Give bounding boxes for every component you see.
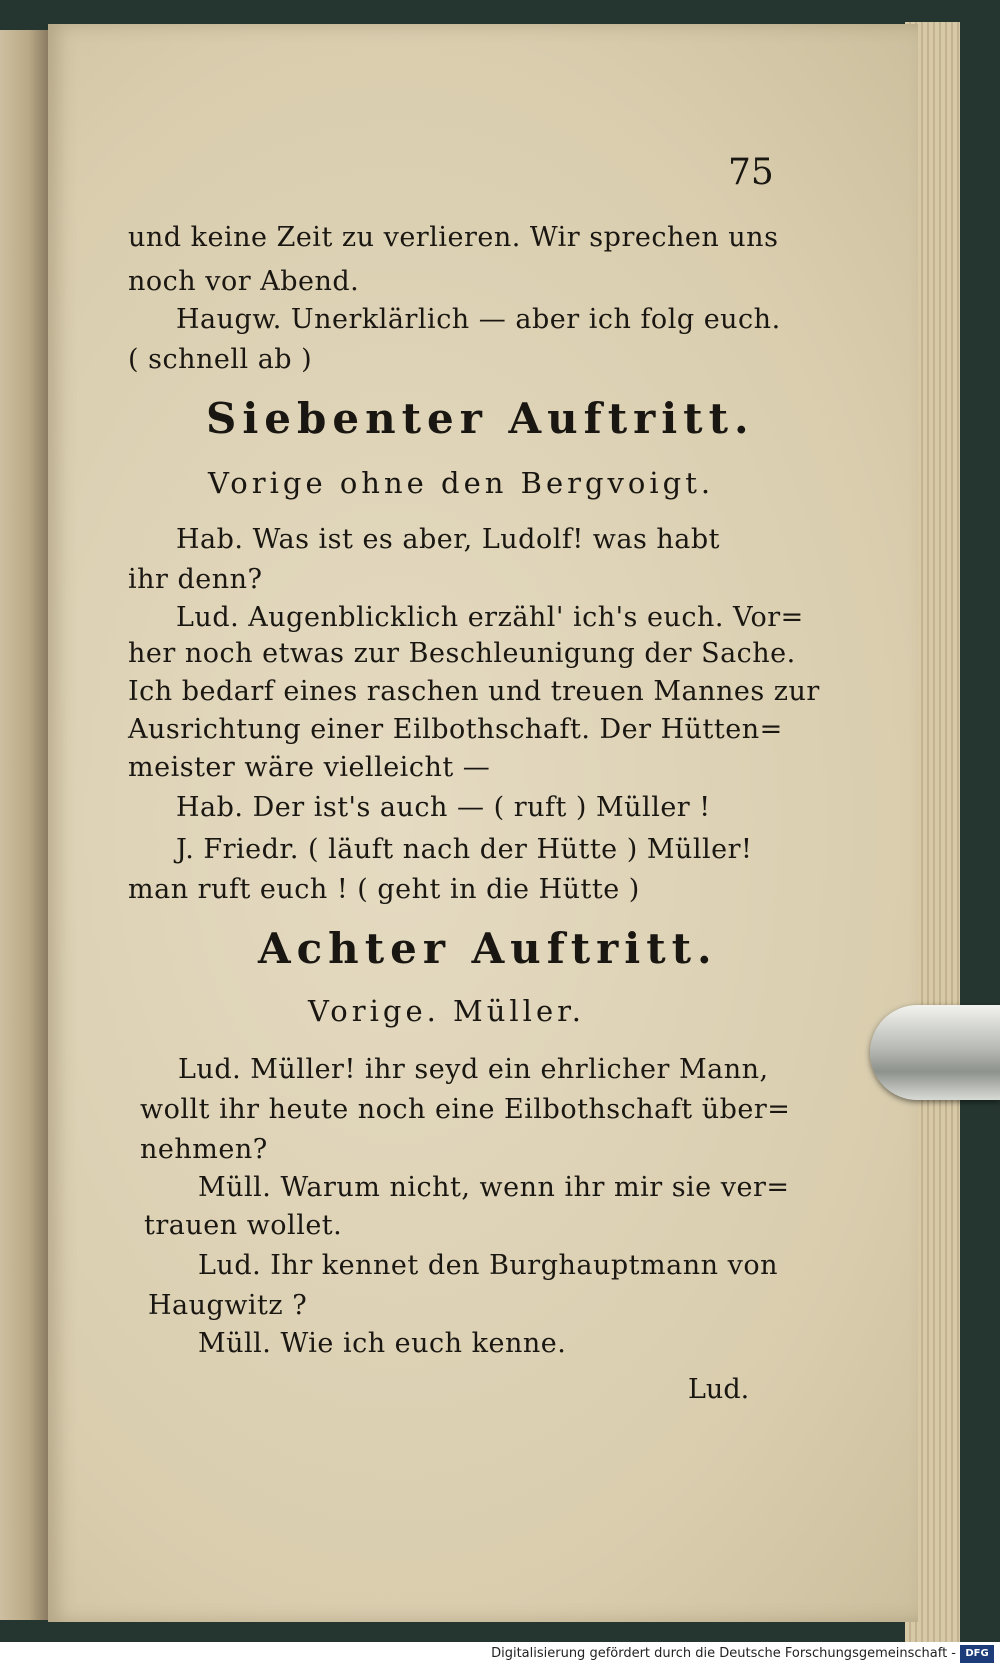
text-line: Haugw. Unerklärlich — aber ich folg euch. [176, 304, 781, 335]
text-line: trauen wollet. [144, 1210, 343, 1241]
text-line: J. Friedr. ( läuft nach der Hütte ) Müller! [176, 834, 753, 865]
text-line: noch vor Abend. [128, 266, 360, 297]
text-line: her noch etwas zur Beschleunigung der Sache. [128, 638, 796, 669]
text-line: Lud. Ihr kennet den Burghauptmann von [198, 1250, 778, 1281]
catchword: Lud. [688, 1374, 750, 1405]
text-line: ( schnell ab ) [128, 344, 313, 375]
book-page [48, 24, 918, 1622]
footer-bar [0, 1642, 1000, 1668]
text-line: meister wäre vielleicht — [128, 752, 491, 783]
scene-heading: Achter Auftritt. [258, 924, 718, 973]
page-number: 75 [728, 152, 774, 193]
text-line: Ich bedarf eines raschen und treuen Mannes zur [128, 676, 820, 707]
left-page-edge [0, 30, 48, 1620]
scene-subheading: Vorige ohne den Bergvoigt. [208, 466, 715, 500]
text-line: ihr denn? [128, 564, 263, 595]
text-line: Müll. Warum nicht, wenn ihr mir sie ver= [198, 1172, 790, 1203]
dfg-logo: DFG [960, 1645, 994, 1663]
text-line: Hab. Der ist's auch — ( ruft ) Müller ! [176, 792, 711, 823]
text-line: nehmen? [140, 1134, 268, 1165]
text-line: Lud. Augenblicklich erzähl' ich's euch. Vor= [176, 602, 804, 633]
text-line: Hab. Was ist es aber, Ludolf! was habt [176, 524, 721, 555]
page-clip [870, 1005, 1000, 1100]
text-line: wollt ihr heute noch eine Eilbothschaft über= [140, 1094, 791, 1125]
text-line: Ausrichtung einer Eilbothschaft. Der Hütten= [128, 714, 783, 745]
text-line: und keine Zeit zu verlieren. Wir sprechen uns [128, 222, 779, 253]
scene-subheading: Vorige. Müller. [308, 994, 586, 1028]
text-line: Müll. Wie ich euch kenne. [198, 1328, 567, 1359]
text-line: Lud. Müller! ihr seyd ein ehrlicher Mann, [178, 1054, 769, 1085]
text-line: Haugwitz ? [148, 1290, 308, 1321]
text-line: man ruft euch ! ( geht in die Hütte ) [128, 874, 640, 905]
funding-credit: Digitalisierung gefördert durch die Deutsche Forschungsgemeinschaft - [491, 1646, 956, 1661]
scene-heading: Siebenter Auftritt. [206, 394, 755, 443]
